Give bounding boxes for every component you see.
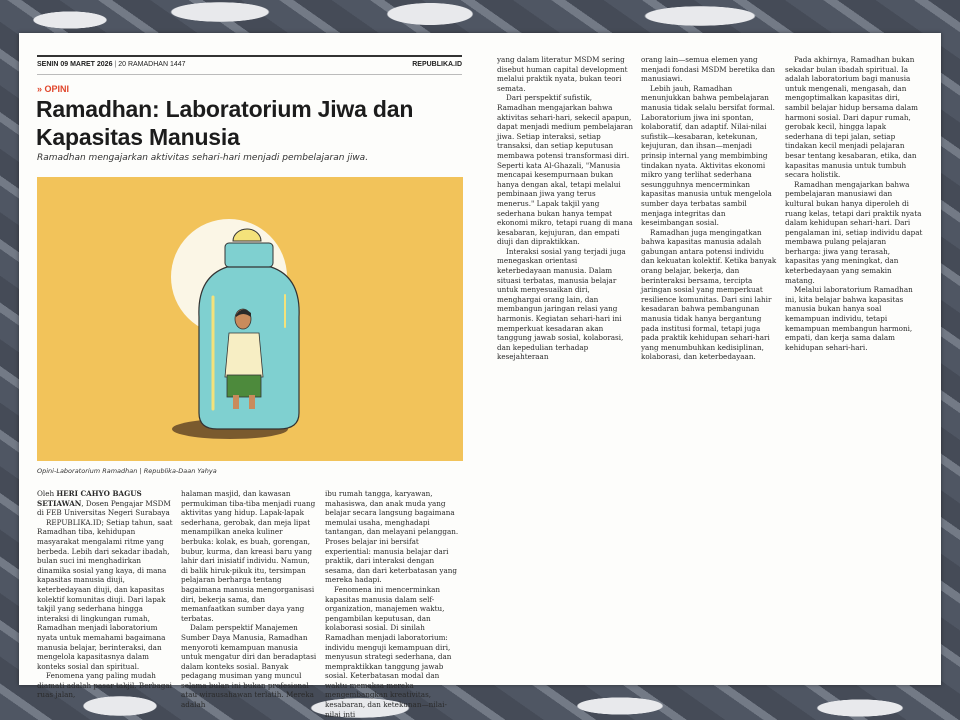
paragraph: halaman masjid, dan kawasan permukiman tiba-tiba menjadi ruang aktivitas yang hidup. Lapak-lapak sederhana, gerobak, dan meja lipat menampilkan aneka kuliner berbuka: kolak, es buah, gorengan, bubur, kurma, dan kreasi baru yang lahir dari inisiatif individu. Namun, di balik hiruk-pikuk itu, tersimpan pelajaran berharga tentang bagaimana manusia mengorganisasi diri, bekerja sama, dan memanfaatkan sumber daya yang terbatas. <box>181 489 316 623</box>
column-3 <box>325 489 461 719</box>
paragraph: Fenomena ini mencerminkan kapasitas manusia dalam self-organization, manajemen waktu, pengambilan keputusan, dan kolaborasi sosial. Di sinilah Ramadhan menjadi laboratorium: individu menguji kemampuan diri, menyusun strategi sederhana, dan mempraktikkan tanggung jawab sosial. Keterbatasan modal dan waktu memaksa mereka mengembangkan kreativitas, kesabaran, dan ketekunan—nilai-nilai inti <box>325 584 452 719</box>
paragraph: REPUBLIKA.ID; Setiap tahun, saat Ramadhan tiba, kehidupan masyarakat mengalami ritme yang berbeda. Lebih dari sekadar ibadah, bulan suci ini menghadirkan dinamika sosial yang kaya, di mana kapasitas manusia diuji, keterbedayaan diuji, dan kapasitas kolektif komunitas diuji. Dari lapak takjil yang sederhana hingga interaksi di lingkungan rumah, Ramadhan menjadi laboratorium nyata untuk memahami bagaimana manusia belajar, berinteraksi, dan mengelola kapasitasnya dalam konteks sosial dan spiritual. <box>37 517 173 671</box>
paragraph: Ramadhan juga mengingatkan bahwa kapasitas manusia adalah gabungan antara potensi individu dan kekuatan kolektif. Ketika banyak orang belajar, bekerja, dan berinteraksi bersama, tercipta jaringan sosial yang memperkuat resilience komunitas. Dari sini lahir kesadaran bahwa pembangunan manusia tidak hanya bergantung pada institusi formal, tetapi juga pada praktik kehidupan sehari-hari yang menumbuhkan kedisiplinan, kolaborasi, dan keterbedayaan. <box>641 227 777 362</box>
paragraph: Fenomena yang paling mudah diamati adalah pasar takjil. Berbagai ruas jalan, <box>37 671 172 700</box>
page-header <box>37 55 462 75</box>
newspaper-page <box>19 33 941 719</box>
column-4 <box>497 55 633 362</box>
date-separator: | <box>114 61 117 68</box>
person-leg-right <box>249 395 255 409</box>
author-name: HERI CAHYO BAGUS SETIAWAN <box>37 489 142 508</box>
paragraph: Lebih jauh, Ramadhan menunjukkan bahwa pembelajaran manusia tidak selalu bersifat formal. Laboratorium jiwa ini spontan, kolaboratif, dan adaptif. Nilai-nilai sufistik—kesabaran, ketekunan, kejujuran, dan ihsan—menjadi prinsip internal yang membimbing tindakan nyata. Aktivitas ekonomi mikro yang terlihat sederhana sesungguhnya mencerminkan kapasitas manusia untuk mengelola sumber daya terbatas sambil menjaga integritas dan keseimbangan sosial. <box>641 83 775 228</box>
column-5 <box>641 55 777 362</box>
paragraph: Ramadhan mengajarkan bahwa pembelajaran manusiawi dan kultural bukan hanya diperoleh di ruang kelas, tetapi dari praktik nyata dalam kehidupan sehari-hari. Dari pengalaman ini, setiap individu dapat membawa pulang pelajaran berharga: jiwa yang terasah, kapasitas yang meningkat, dan keterbedayaan yang semakin matang. <box>785 179 923 285</box>
header-date <box>37 61 186 68</box>
jar-lid <box>225 243 273 267</box>
article-subtitle: Ramadhan mengajarkan aktivitas sehari-hari menjadi pembelajaran jiwa. <box>37 153 369 163</box>
paragraph: yang dalam literatur MSDM sering disebut human capital development melalui praktik nyata, bukan teori semata. <box>497 55 628 93</box>
person-leg-left <box>233 395 239 409</box>
person-shirt <box>225 333 263 377</box>
byline-prefix: Oleh <box>37 489 57 498</box>
article-title: Ramadhan: Laboratorium Jiwa dan Kapasitas Manusia <box>36 96 414 150</box>
paragraph: ibu rumah tangga, karyawan, mahasiswa, dan anak muda yang belajar secara langsung bagaimana memulai usaha, menghadapi tantangan, dan melayani pelanggan. Proses belajar ini bersifat experiential: manusia belajar dari praktik, dari interaksi dengan sesama, dan dari keterbatasan yang mereka hadapi. <box>325 489 459 585</box>
byline <box>37 489 173 518</box>
paragraph: Interaksi sosial yang terjadi juga menegaskan orientasi keterbedayaan manusia. Dalam situasi terbatas, manusia belajar untuk menyesuaikan diri, menghargai orang lain, dan membangun jaringan relasi yang harmonis. Kegiatan sehari-hari ini memperkuat kesadaran akan tanggung jawab sosial, kolaborasi, dan kepedulian terhadap kesejahteraan <box>497 246 626 362</box>
column-2 <box>181 489 317 710</box>
paragraph: Melalui laboratorium Ramadhan ini, kita belajar bahwa kapasitas manusia bukan hanya soal kemampuan individu, tetapi kemampuan membangun harmoni, empati, dan kerja sama dalam kehidupan sehari-hari. <box>785 285 913 352</box>
paragraph: orang lain—semua elemen yang menjadi fondasi MSDM beretika dan manusiawi. <box>641 55 776 84</box>
hijri-date: 20 RAMADHAN 1447 <box>118 61 186 68</box>
section-kicker: » OPINI <box>37 84 70 94</box>
illustration-caption: Opini-Laboratorium Ramadhan | Republika-Daan Yahya <box>37 467 217 475</box>
publication-name: REPUBLIKA.ID <box>412 61 462 68</box>
column-1 <box>37 489 173 700</box>
article-illustration <box>37 177 463 461</box>
author-affiliation: , Dosen Pengajar MSDM di FEB Universitas Negeri Surabaya <box>37 498 171 518</box>
person-sarong <box>227 375 261 397</box>
date-text: SENIN 09 MARET 2026 <box>37 61 113 68</box>
paragraph: Dari perspektif sufistik, Ramadhan mengajarkan bahwa aktivitas sehari-hari, sekecil apapun, dapat menjadi medium pembelajaran jiwa. Setiap interaksi, setiap transaksi, dan setiap keputusan membawa potensi transformasi diri. Seperti kata Al-Ghazali, "Manusia mencapai kesempurnaan bukan hanya dengan akal, tetapi melalui pembinaan jiwa yang terus menerus." Lapak takjil yang sederhana bukan hanya tempat ekonomi mikro, tetapi ruang di mana kesabaran, kejujuran, dan empati diuji dan dipraktikkan. <box>497 93 634 247</box>
paragraph: Pada akhirnya, Ramadhan bukan sekadar bulan ibadah spiritual. Ia adalah laboratorium bagi manusia untuk mengenali, mengasah, dan mengoptimalkan kapasitas diri, sambil belajar hidup bersama dalam harmoni sosial. Dari dapur rumah, gerobak kecil, hingga lapak sederhana di tepi jalan, setiap tindakan kecil menjadi pelajaran besar tentang kesabaran, etika, dan kapasitas manusia untuk tumbuh secara holistik. <box>785 55 918 180</box>
paragraph: Dalam perspektif Manajemen Sumber Daya Manusia, Ramadhan menyoroti kemampuan manusia untuk mengatur diri dan beradaptasi dalam konteks sosial. Banyak pedagang musiman yang muncul selama bulan ini bukan profesional atau wirausahawan terlatih. Mereka adalah <box>181 623 317 710</box>
column-6 <box>785 55 923 352</box>
